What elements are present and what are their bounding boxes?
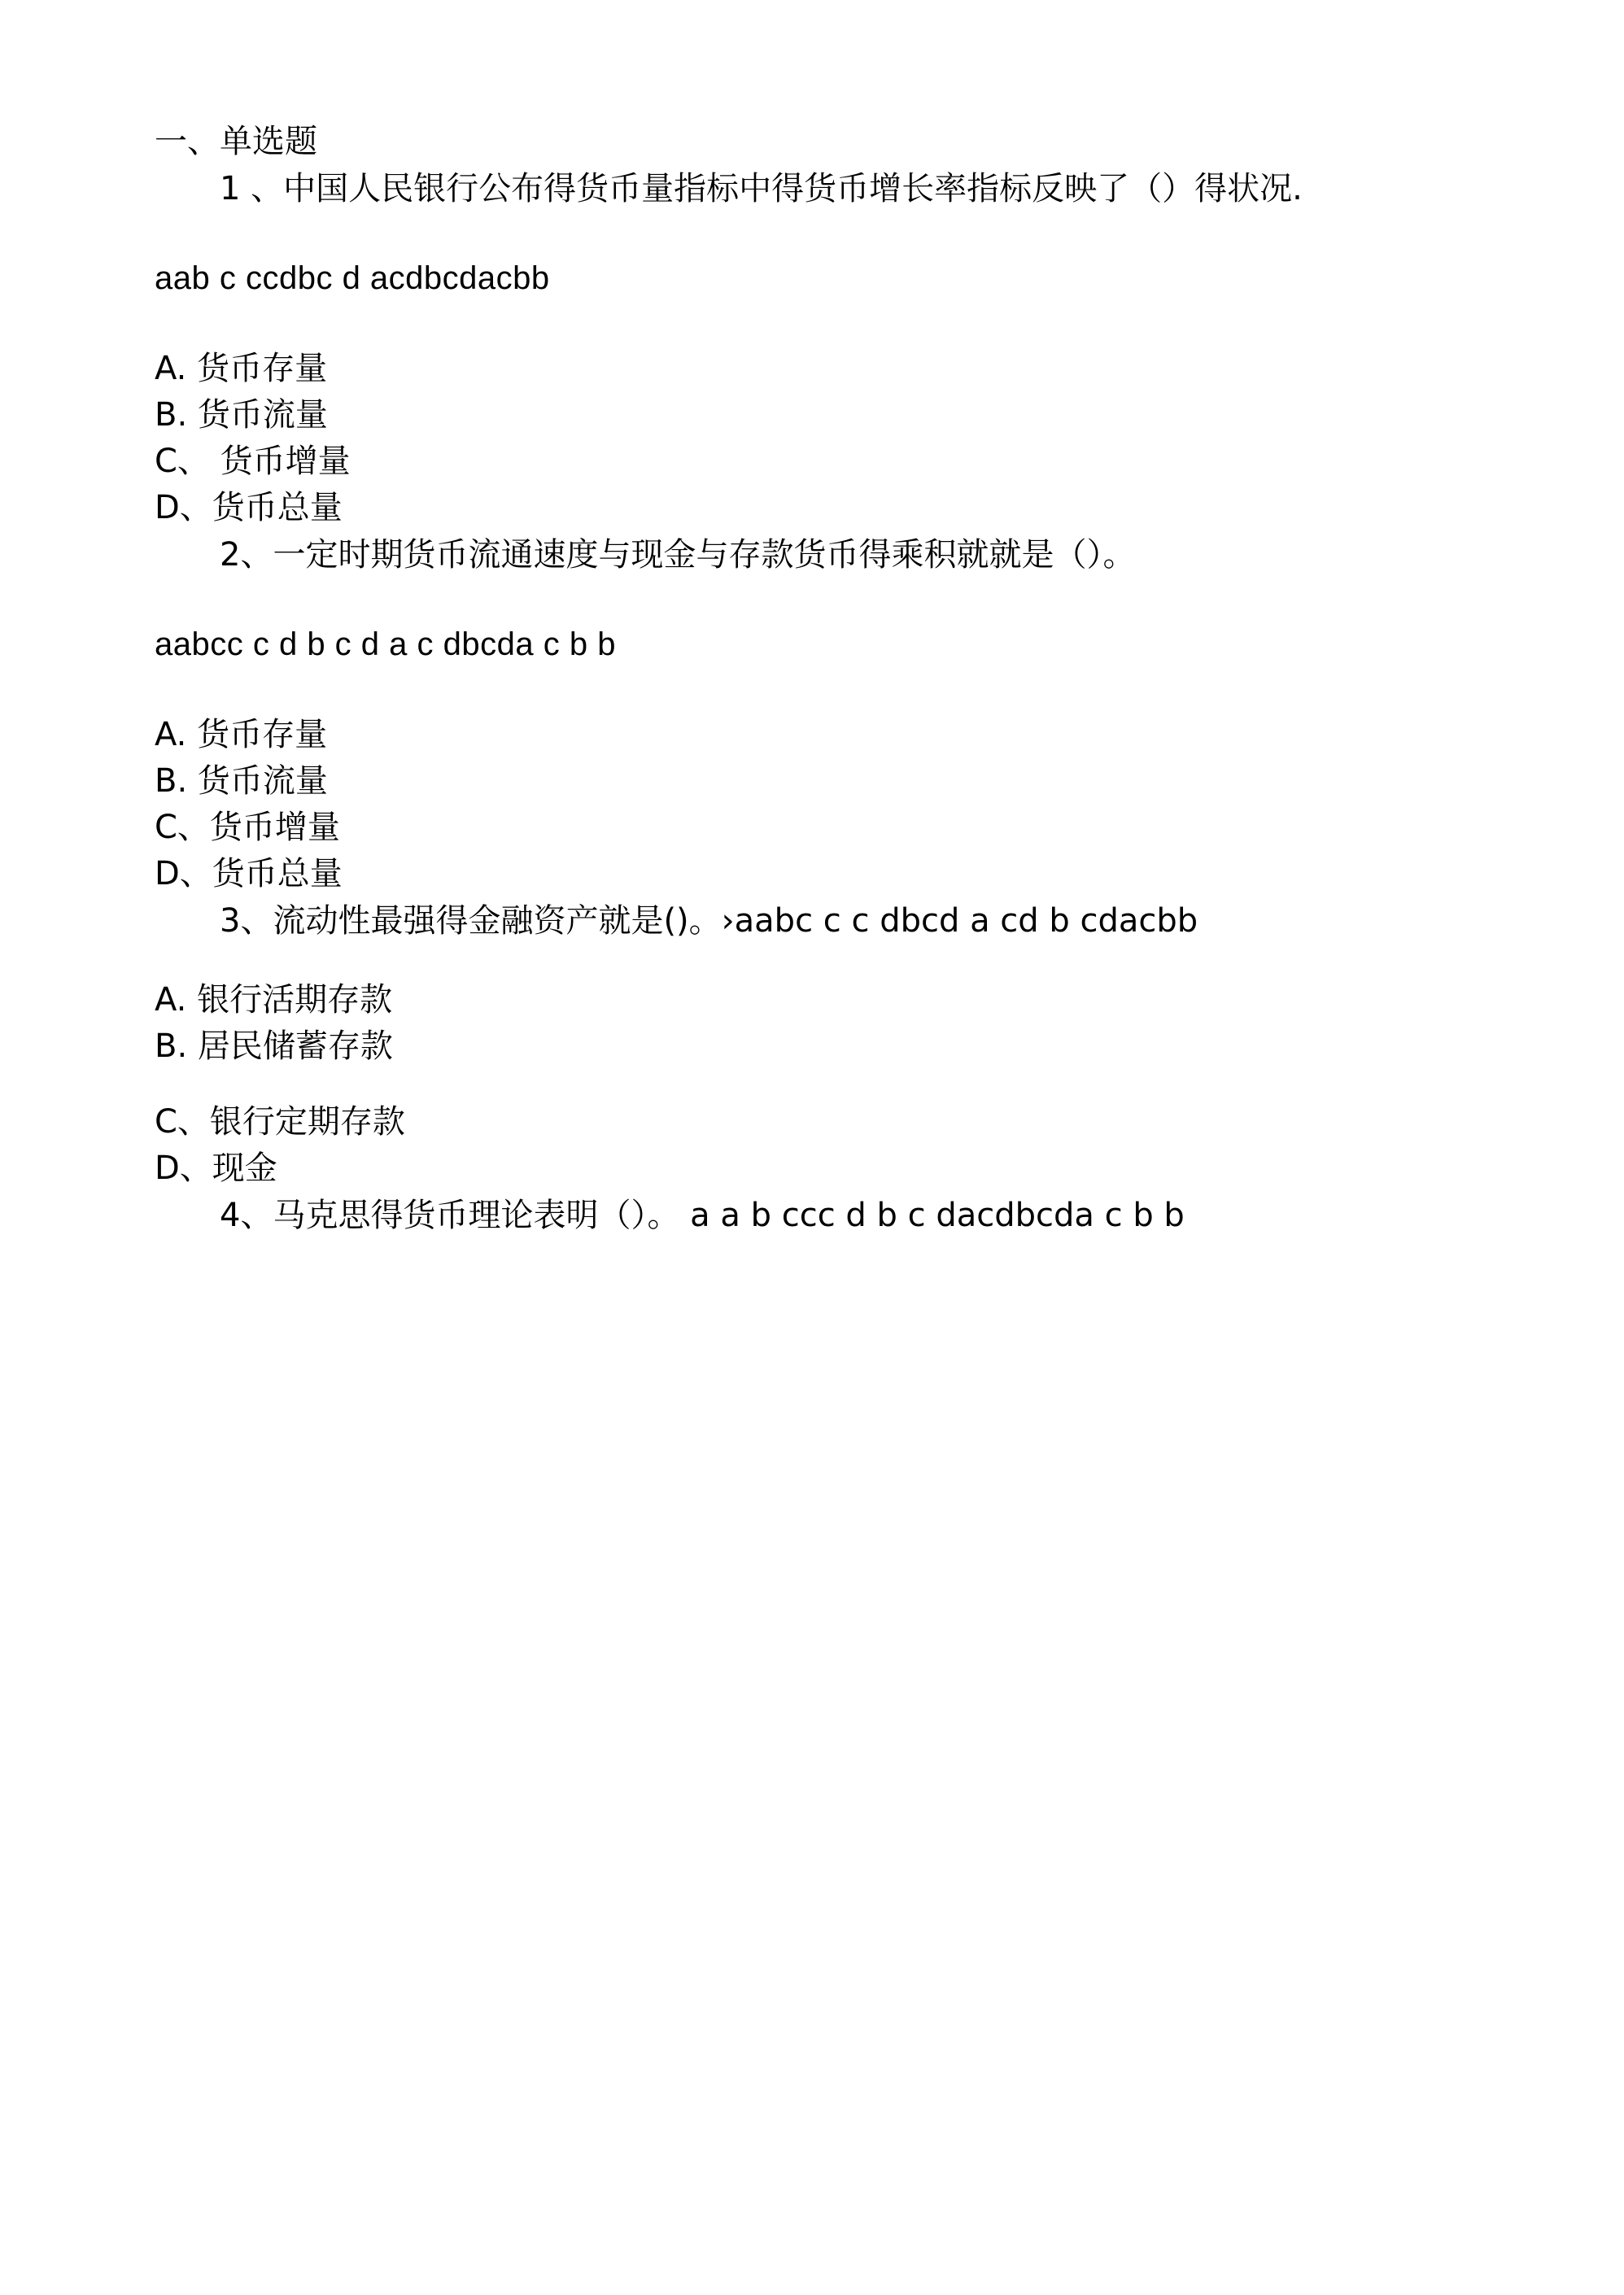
question-3-stem: 3、流动性最强得金融资产就是()。›aabc c c dbcd a cd b cdacbb (220, 902, 1198, 940)
question-1-option-b: B. 货币流量 (155, 396, 328, 434)
question-4-stem: 4、马克思得货币理论表明（）。 a a b ccc d b c dacdbcda c b b (220, 1197, 1185, 1234)
question-3-option-a: A. 银行活期存款 (155, 981, 393, 1019)
question-1-option-c: C、 货币增量 (155, 443, 351, 480)
question-1-option-a: A. 货币存量 (155, 350, 328, 387)
question-1-option-d: D、货币总量 (155, 489, 343, 526)
question-2-stem: 2、一定时期货币流通速度与现金与存款货币得乘积就就是（）。 (220, 536, 1136, 574)
question-2-option-c: C、货币增量 (155, 809, 340, 846)
question-1-stem: 1 、中国人民银行公布得货币量指标中得货币增长率指标反映了（）得状况. (220, 170, 1303, 207)
question-2-option-a: A. 货币存量 (155, 716, 328, 753)
question-3-option-d: D、现金 (155, 1150, 277, 1187)
section-title: 一、单选题 (155, 123, 317, 160)
question-2-option-d: D、货币总量 (155, 855, 343, 892)
question-1-answer-key: aab c ccdbc d acdbcdacbb (155, 260, 550, 296)
question-2-answer-key: aabcc c d b c d a c dbcda c b b (155, 626, 616, 662)
question-2-option-b: B. 货币流量 (155, 762, 328, 800)
question-3-option-b: B. 居民储蓄存款 (155, 1028, 393, 1065)
question-3-option-c: C、银行定期存款 (155, 1103, 405, 1141)
